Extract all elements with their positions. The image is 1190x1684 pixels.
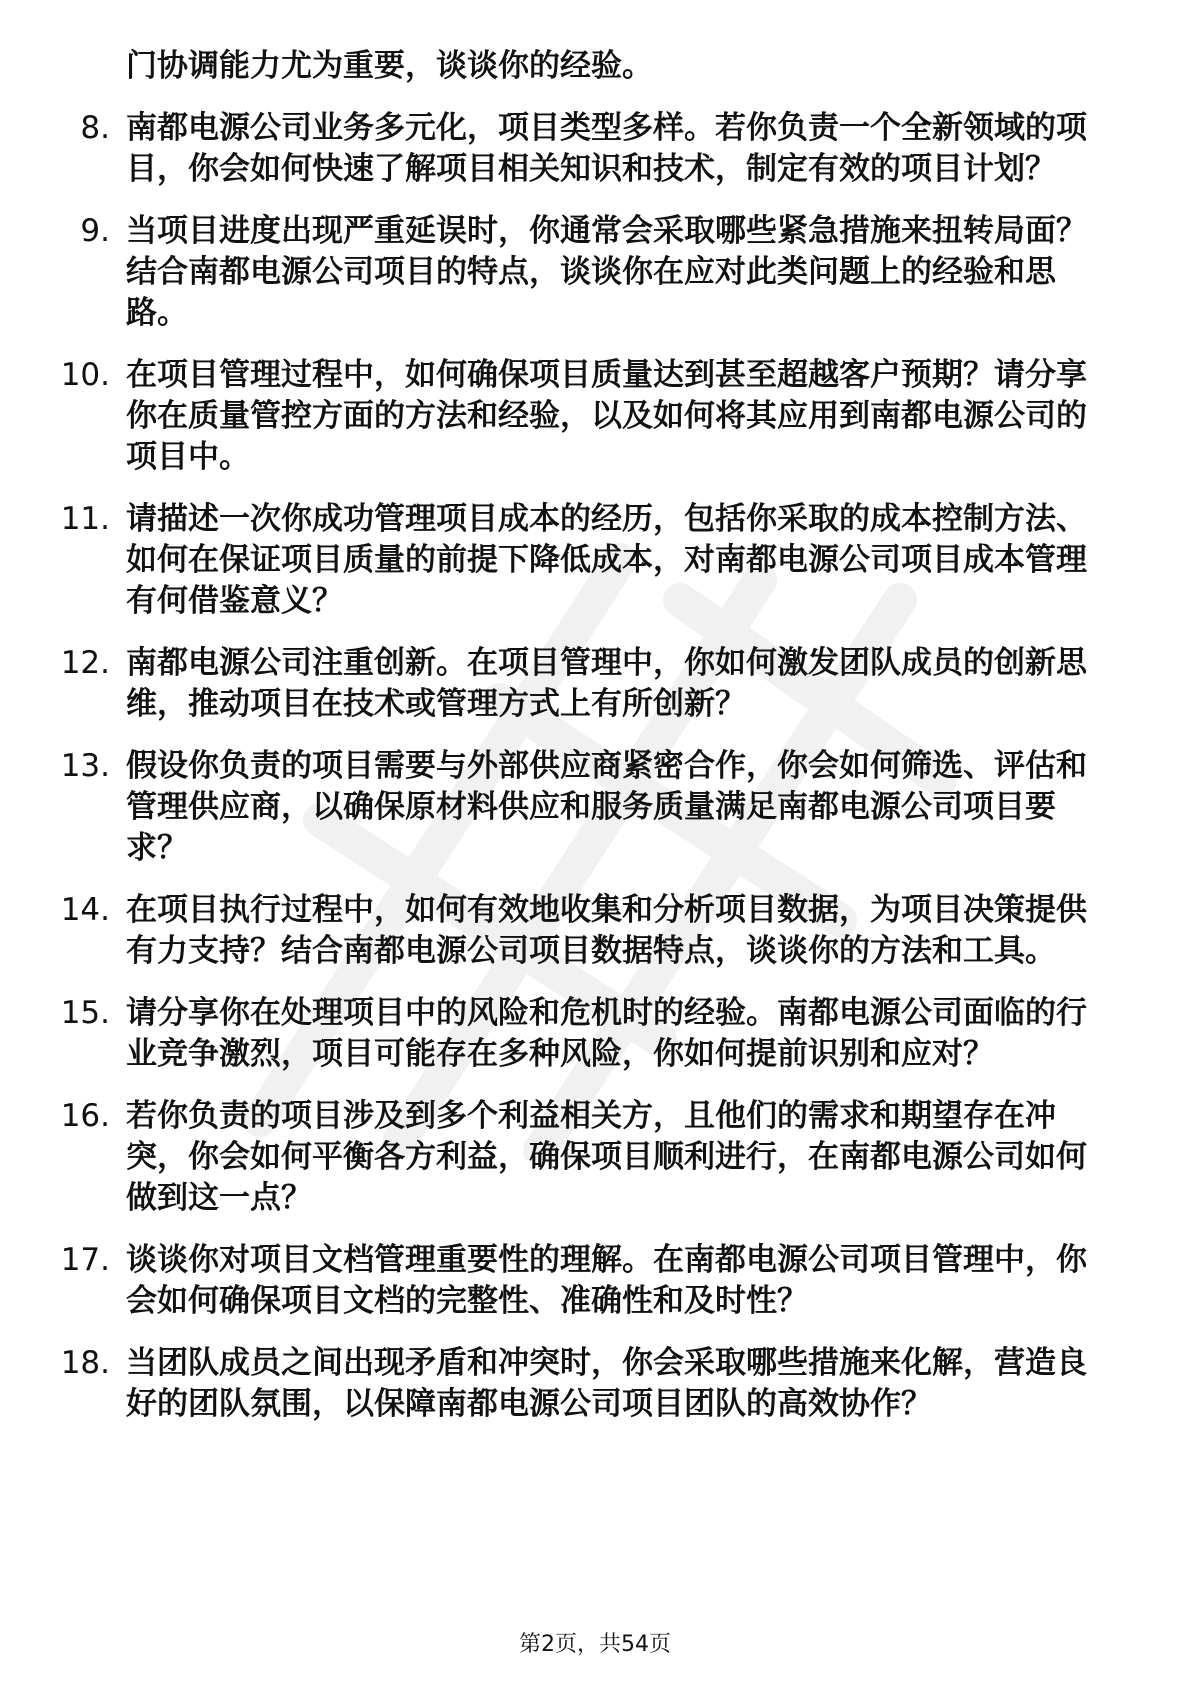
question-item — [80, 108, 1106, 190]
question-item — [60, 643, 1106, 725]
question-number: 9. — [80, 213, 110, 249]
question-text: 在项目管理过程中，如何确保项目质量达到甚至超越客户预期？请分享你在质量管控方面的方法和经验，以及如何将其应用到南都电源公司的项目中。 — [126, 357, 1087, 475]
page-footer: 第2页，共54页 — [519, 1632, 671, 1657]
question-item — [60, 890, 1106, 972]
question-text: 在项目执行过程中，如何有效地收集和分析项目数据，为项目决策提供有力支持？结合南都电源公司项目数据特点，谈谈你的方法和工具。 — [126, 892, 1087, 969]
question-item — [80, 211, 1106, 334]
continuation-paragraph: 门协调能力尤为重要，谈谈你的经验。 — [126, 48, 653, 84]
question-item — [60, 1343, 1106, 1425]
document-body — [0, 46, 1190, 1446]
question-item — [60, 746, 1106, 869]
question-text: 南都电源公司注重创新。在项目管理中，你如何激发团队成员的创新思维，推动项目在技术或管理方式上有所创新？ — [126, 645, 1087, 722]
question-item — [60, 1096, 1106, 1219]
question-text: 请分享你在处理项目中的风险和危机时的经验。南都电源公司面临的行业竞争激烈，项目可能存在多种风险，你如何提前识别和应对？ — [126, 995, 1087, 1072]
question-number: 8. — [80, 110, 110, 146]
question-item — [60, 1240, 1106, 1322]
question-item — [60, 355, 1106, 478]
question-item — [60, 993, 1106, 1075]
question-number: 15. — [60, 995, 110, 1031]
question-list — [0, 108, 1190, 1425]
question-text: 若你负责的项目涉及到多个利益相关方，且他们的需求和期望存在冲突，你会如何平衡各方利益，确保项目顺利进行，在南都电源公司如何做到这一点？ — [126, 1098, 1087, 1216]
question-text: 南都电源公司业务多元化，项目类型多样。若你负责一个全新领域的项目，你会如何快速了解项目相关知识和技术，制定有效的项目计划？ — [126, 110, 1087, 187]
question-text: 谈谈你对项目文档管理重要性的理解。在南都电源公司项目管理中，你会如何确保项目文档的完整性、准确性和及时性？ — [126, 1242, 1087, 1319]
question-text: 请描述一次你成功管理项目成本的经历，包括你采取的成本控制方法、如何在保证项目质量的前提下降低成本，对南都电源公司项目成本管理有何借鉴意义？ — [126, 501, 1087, 619]
question-number: 12. — [60, 645, 110, 681]
question-number: 11. — [60, 501, 110, 537]
question-text: 当项目进度出现严重延误时，你通常会采取哪些紧急措施来扭转局面？结合南都电源公司项目的特点，谈谈你在应对此类问题上的经验和思路。 — [126, 213, 1087, 331]
question-number: 16. — [60, 1098, 110, 1134]
question-number: 18. — [60, 1345, 110, 1381]
question-number: 13. — [60, 748, 110, 784]
question-item — [60, 499, 1106, 622]
question-text: 当团队成员之间出现矛盾和冲突时，你会采取哪些措施来化解，营造良好的团队氛围，以保障南都电源公司项目团队的高效协作？ — [126, 1345, 1087, 1422]
question-number: 14. — [60, 892, 110, 928]
question-number: 10. — [60, 357, 110, 393]
question-number: 17. — [60, 1242, 110, 1278]
question-text: 假设你负责的项目需要与外部供应商紧密合作，你会如何筛选、评估和管理供应商，以确保原材料供应和服务质量满足南都电源公司项目要求？ — [126, 748, 1087, 866]
